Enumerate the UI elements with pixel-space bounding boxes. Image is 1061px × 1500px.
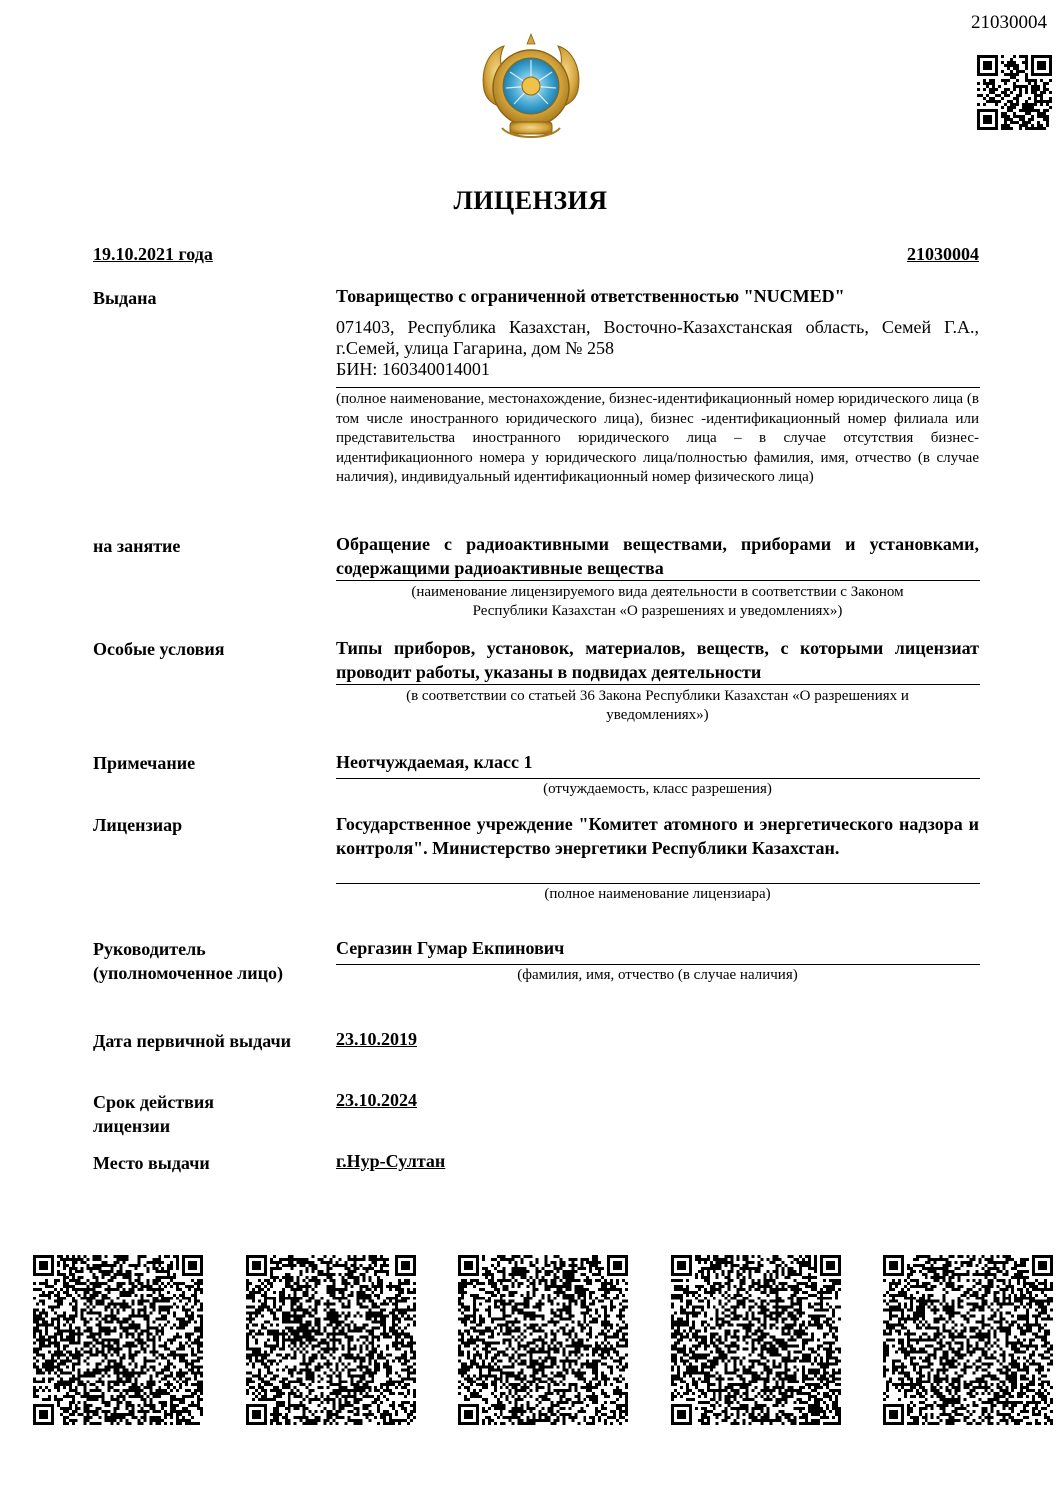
head-hint: (фамилия, имя, отчество (в случае наличия) — [517, 967, 798, 983]
license-number: 21030004 — [907, 244, 979, 264]
validity-label-line2: лицензии — [93, 1116, 171, 1136]
document-number-top: 21030004 — [971, 12, 1047, 33]
place-value: г.Нур-Султан — [336, 1151, 446, 1171]
qr-code-icon — [246, 1255, 416, 1425]
head-label-line1: Руководитель — [93, 939, 206, 959]
first-issue-label: Дата первичной выдачи — [93, 1031, 292, 1051]
page-title: ЛИЦЕНЗИЯ — [453, 186, 608, 215]
issued-to-label: Выдана — [93, 288, 157, 308]
issued-to-address-line1: 071403, Республика Казахстан, Восточно-Казахстанская область, Семей Г.А., — [336, 317, 979, 337]
licensor-hint: (полное наименование лицензиара) — [544, 886, 771, 902]
head-value: Сергазин Гумар Екпинович — [336, 938, 565, 958]
kazakhstan-state-emblem-icon — [472, 28, 590, 146]
qr-code-icon — [33, 1255, 203, 1425]
qr-code-icon — [883, 1255, 1053, 1425]
activity-value: Обращение с радиоактивными веществами, приборами и установками, содержащими радиоактивные вещества — [336, 534, 979, 578]
special-conditions-hint-line1: (в соответствии со статьей 36 Закона Республики Казахстан «О разрешениях и — [406, 688, 909, 704]
special-conditions-label: Особые условия — [93, 639, 225, 659]
licensor-value: Государственное учреждение "Комитет атомного и энергетического надзора и контроля". Министерство энергетики Республики Казахстан. — [336, 814, 979, 858]
validity-value: 23.10.2024 — [336, 1090, 417, 1110]
special-conditions-value: Типы приборов, установок, материалов, веществ, с которыми лицензиат проводит работы, указаны в подвидах деятельности — [336, 638, 979, 682]
divider — [336, 964, 980, 965]
divider — [336, 580, 980, 581]
issued-to-address-line2: г.Семей, улица Гагарина, дом № 258 — [336, 338, 614, 358]
note-hint: (отчуждаемость, класс разрешения) — [543, 781, 772, 797]
place-label: Место выдачи — [93, 1153, 210, 1173]
first-issue-value: 23.10.2019 — [336, 1029, 417, 1049]
note-value: Неотчуждаемая, класс 1 — [336, 752, 533, 772]
licensor-label: Лицензиар — [93, 815, 183, 835]
head-label-line2: (уполномоченное лицо) — [93, 963, 284, 983]
issued-to-bin: БИН: 160340014001 — [336, 359, 490, 379]
activity-hint-line2: Республики Казахстан «О разрешениях и уведомлениях») — [472, 603, 843, 619]
issued-to-hint: (полное наименование, местонахождение, бизнес-идентификационный номер юридического лица (в том числе иностранного юридического лица), бизнес -идентификационный номер филиала или представительства иностранного юридического лица – в случае отсутствия бизнес-идентификационного номера у юридического лица/полностью фамилия, имя, отчество (в случае наличия), индивидуальный идентификационный номер физического лица) — [336, 391, 979, 485]
qr-code-icon — [458, 1255, 628, 1425]
issue-date: 19.10.2021 года — [93, 244, 213, 264]
divider — [336, 778, 980, 779]
activity-hint-line1: (наименование лицензируемого вида деятельности в соответствии с Законом — [411, 584, 904, 600]
qr-code-icon — [977, 55, 1052, 130]
divider — [336, 883, 980, 884]
divider — [336, 387, 980, 388]
issued-to-name: Товарищество с ограниченной ответственностью "NUCMED" — [336, 286, 845, 306]
validity-label-line1: Срок действия — [93, 1092, 215, 1112]
note-label: Примечание — [93, 753, 196, 773]
qr-code-icon — [671, 1255, 841, 1425]
qr-code-row — [33, 1255, 1053, 1425]
divider — [336, 684, 980, 685]
special-conditions-hint-line2: уведомлениях») — [606, 707, 709, 723]
activity-label: на занятие — [93, 536, 181, 556]
